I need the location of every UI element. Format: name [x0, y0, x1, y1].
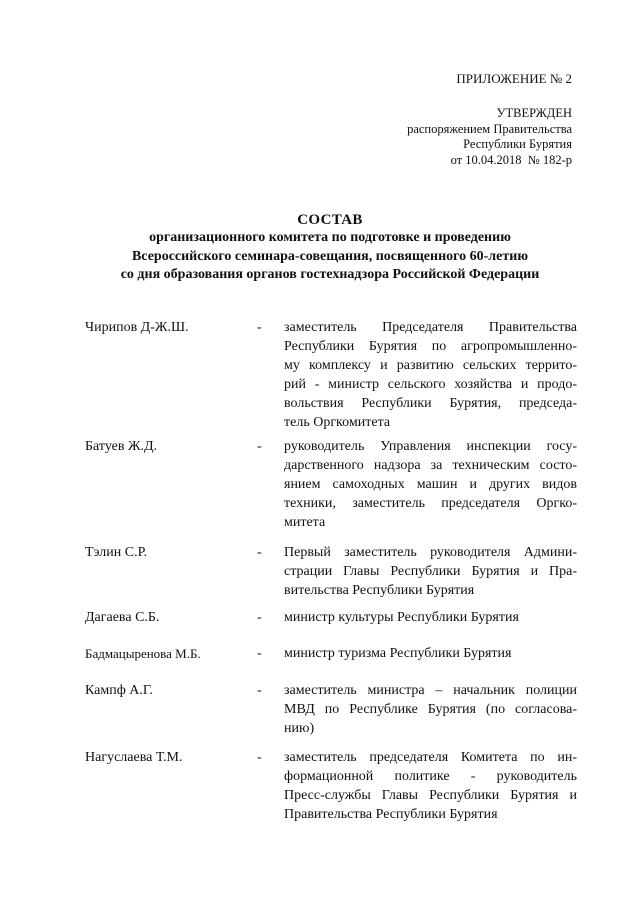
member-role — [284, 608, 577, 627]
member-dash: - — [257, 646, 262, 661]
member-dash: - — [257, 439, 262, 454]
member-row — [85, 681, 577, 738]
member-row — [85, 608, 577, 627]
member-role-line: дарственного надзора за техническим состо- — [284, 458, 577, 473]
member-role — [284, 318, 577, 432]
member-role-line: нию) — [284, 721, 315, 736]
member-name: Кампф А.Г. — [85, 683, 153, 698]
order-date-line — [407, 153, 572, 169]
document-title — [60, 211, 600, 285]
approval-block — [407, 106, 572, 168]
member-role-line: янием самоходных машин и других видов — [284, 477, 577, 492]
member-role-line: рий - министр сельского хозяйства и продо- — [284, 377, 577, 392]
member-dash: - — [257, 320, 262, 335]
order-date: 10.04.2018 — [465, 152, 522, 167]
member-role-line: заместитель министра – начальник полиции — [284, 683, 577, 698]
member-role-line: техники, заместитель председателя Оргко- — [284, 496, 577, 511]
member-role-line: вительства Республики Бурятия — [284, 583, 475, 598]
member-row — [85, 543, 577, 600]
member-role-line: министр культуры Республики Бурятия — [284, 610, 519, 625]
title-line-2: Всероссийского семинара-совещания, посвященного 60-летию — [131, 248, 529, 264]
member-name: Дагаева С.Б. — [85, 610, 160, 625]
member-role-line: руководитель Управления инспекции госу- — [284, 439, 577, 454]
annex-number: ПРИЛОЖЕНИЕ № 2 — [456, 71, 572, 86]
date-prefix: от — [450, 152, 466, 167]
member-role-line: вольствия Республики Бурятия, председа- — [284, 396, 577, 411]
member-role — [284, 644, 577, 663]
member-name: Чирипов Д-Ж.Ш. — [85, 320, 189, 335]
member-name: Бадмацыренова М.Б. — [85, 646, 201, 661]
number-separator: № — [521, 152, 543, 167]
approved-label: УТВЕРЖДЕН — [496, 106, 572, 120]
member-role — [284, 681, 577, 738]
title-heading: СОСТАВ — [297, 212, 363, 228]
title-line-1: организационного комитета по подготовке и проведению — [149, 230, 511, 245]
member-role-line: Пресс-службы Главы Республики Бурятия и — [284, 788, 577, 803]
member-role — [284, 748, 577, 824]
member-row — [85, 318, 577, 432]
title-line-3: со дня образования органов гостехнадзора Российской Федерации — [120, 267, 540, 282]
member-row — [85, 644, 577, 663]
order-line-1: распоряжением Правительства — [407, 121, 572, 136]
member-role — [284, 543, 577, 600]
member-role-line: Республики Бурятия по агропромышленно- — [284, 339, 577, 354]
member-role-line: му комплексу и развитию сельских террито- — [284, 358, 577, 373]
member-role-line: Первый заместитель руководителя Админи- — [284, 545, 577, 560]
member-role-line: Правительства Республики Бурятия — [284, 807, 498, 822]
member-role-line: МВД по Республике Бурятия (по согласова- — [284, 702, 577, 717]
order-number: 182-р — [542, 152, 572, 167]
member-dash: - — [257, 545, 262, 560]
order-line-2: Республики Бурятия — [463, 137, 572, 151]
member-role-line: страции Главы Республики Бурятия и Пра- — [284, 564, 577, 579]
member-row — [85, 437, 577, 532]
member-dash: - — [257, 610, 262, 625]
member-role-line: министр туризма Республики Бурятия — [284, 646, 512, 661]
member-name: Нагуслаева Т.М. — [85, 750, 183, 765]
member-row — [85, 748, 577, 824]
member-role — [284, 437, 577, 532]
member-dash: - — [257, 750, 262, 765]
member-role-line: митета — [284, 515, 326, 530]
member-role-line: тель Оргкомитета — [284, 415, 391, 430]
member-dash: - — [257, 683, 262, 698]
member-role-line: заместитель председателя Комитета по ин- — [284, 750, 577, 765]
member-name: Батуев Ж.Д. — [85, 439, 158, 454]
member-name: Тэлин С.Р. — [85, 545, 148, 560]
member-role-line: формационной политике - руководитель — [284, 769, 577, 784]
member-role-line: заместитель Председателя Правительства — [284, 320, 577, 335]
